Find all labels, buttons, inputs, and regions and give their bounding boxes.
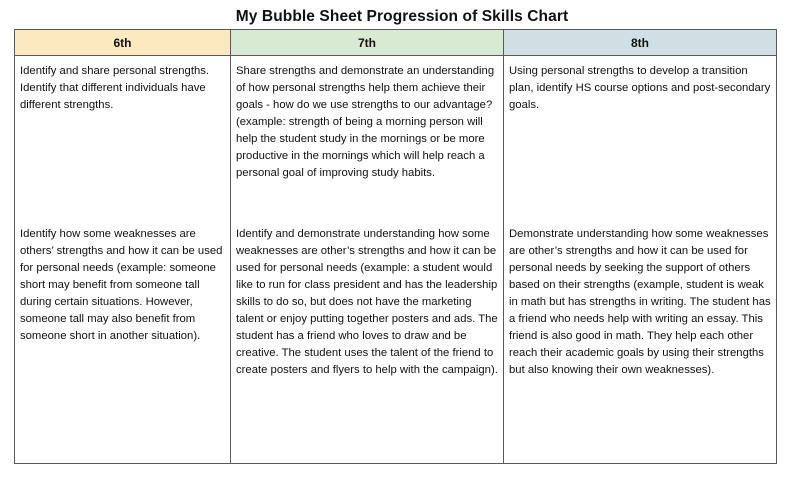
column-cell-7th xyxy=(231,56,504,464)
cell-8th-strengths: Using personal strengths to develop a transition plan, identify HS course options and post-secondary goals. xyxy=(509,65,771,111)
column-header-8th: 8th xyxy=(504,30,777,56)
column-cell-8th xyxy=(504,56,777,464)
skills-chart-table xyxy=(14,29,777,464)
cell-7th-strengths: Share strengths and demonstrate an understanding of how personal strengths help them achieve their goals - how do we use strengths to our advantage? (example: strength of being a morning person will help the student study in the mornings or be more productive in the mornings which will help reach a personal goal of improving study habits. xyxy=(236,65,495,179)
cell-6th-strengths: Identify and share personal strengths. Identify that different individuals have different strengths. xyxy=(20,65,210,111)
column-cell-6th xyxy=(15,56,231,464)
page-title: My Bubble Sheet Progression of Skills Chart xyxy=(235,8,569,25)
column-header-7th: 7th xyxy=(231,30,504,56)
header-row xyxy=(15,30,777,56)
cell-6th-weaknesses: Identify how some weaknesses are others’ strengths and how it can be used for personal needs (example: someone short may benefit from someone tall during certain situations. However, someone tall may also benefit from someone short in another situation). xyxy=(20,228,223,342)
cell-7th-weaknesses: Identify and demonstrate understanding how some weaknesses are other’s strengths and how it can be used for personal needs (example: a student would like to run for class president and has the leadership skills to do so, but does not have the marketing talent or enjoy putting together posters and ads. The student has a friend who loves to draw and be creative. The student uses the talent of the friend to create posters and flyers to help with the campaign). xyxy=(236,228,498,376)
content-row xyxy=(15,56,777,464)
cell-8th-weaknesses: Demonstrate understanding how some weaknesses are other’s strengths and how it can be used for personal needs by seeking the support of others based on their strengths (example, student is weak in math but has strengths in writing. The student has a friend who needs help with writing an essay. This friend is also good in math. They help each other reach their academic goals by using their strengths but also knowing their own weaknesses). xyxy=(509,228,771,376)
column-header-6th: 6th xyxy=(15,30,231,56)
